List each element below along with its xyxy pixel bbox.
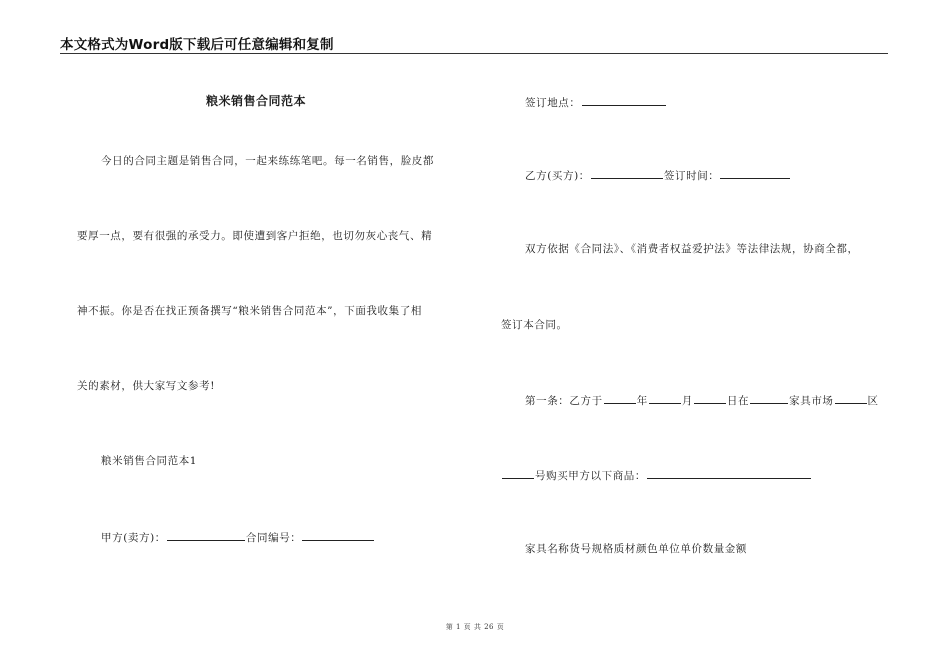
sign-time-label: 签订时间：	[663, 170, 720, 182]
year-blank	[604, 392, 636, 404]
goods-table-header: 家具名称货号规格质材颜色单位单价数量金额	[525, 543, 747, 555]
intro-line-3: 神不振。你是否在找正预备撰写“粮米销售合同范本”，下面我收集了相	[77, 305, 422, 317]
article-1-prefix: 第一条：乙方于	[525, 395, 603, 407]
article-1-year: 年	[636, 395, 648, 407]
contract-no-blank	[302, 529, 374, 541]
section-subtitle: 粮米销售合同范本1	[101, 455, 198, 467]
zone-blank	[835, 392, 867, 404]
sign-place-row	[525, 94, 667, 110]
goods-blank	[647, 467, 811, 479]
intro-line-2: 要厚一点，要有很强的承受力。即使遭到客户拒绝，也切勿灰心丧气、精	[77, 230, 433, 242]
intro-line-1: 今日的合同主题是销售合同，一起来练练笔吧。每一名销售，脸皮都	[101, 155, 434, 167]
sign-place-blank	[582, 94, 666, 106]
intro-line-4: 关的素材，供大家写文参考!	[77, 380, 216, 392]
number-blank	[502, 467, 534, 479]
page-footer	[0, 622, 950, 632]
party-b-label: 乙方(买方)：	[525, 170, 590, 182]
page-number: 第 1 页 共 26 页	[445, 623, 505, 631]
month-blank	[649, 392, 681, 404]
article-1-market: 家具市场	[789, 395, 834, 407]
basis-line-1: 双方依据《合同法》、《消费者权益爱护法》等法律法规，协商全都，	[525, 243, 859, 255]
header-text: 本文格式为Word版下载后可任意编辑和复制	[60, 37, 334, 53]
article-1-month: 月	[681, 395, 693, 407]
party-a-label: 甲方(卖方)：	[101, 532, 166, 544]
article-1-line-2	[501, 467, 812, 483]
page-header	[60, 33, 888, 54]
article-1-row	[525, 392, 879, 408]
article-1-zone: 区	[867, 395, 879, 407]
document-title: 粮米销售合同范本	[206, 94, 307, 108]
article-1-line-2-text: 号购买甲方以下商品：	[535, 470, 646, 482]
article-1-day: 日在	[726, 395, 750, 407]
party-b-row	[525, 167, 791, 183]
party-a-row	[101, 529, 375, 545]
party-b-blank	[591, 167, 663, 179]
day-blank	[694, 392, 726, 404]
basis-line-2: 签订本合同。	[501, 319, 568, 331]
sign-place-label: 签订地点：	[525, 97, 581, 109]
party-a-blank	[167, 529, 245, 541]
contract-no-label: 合同编号：	[245, 532, 302, 544]
sign-time-blank	[720, 167, 790, 179]
market-blank	[750, 392, 788, 404]
